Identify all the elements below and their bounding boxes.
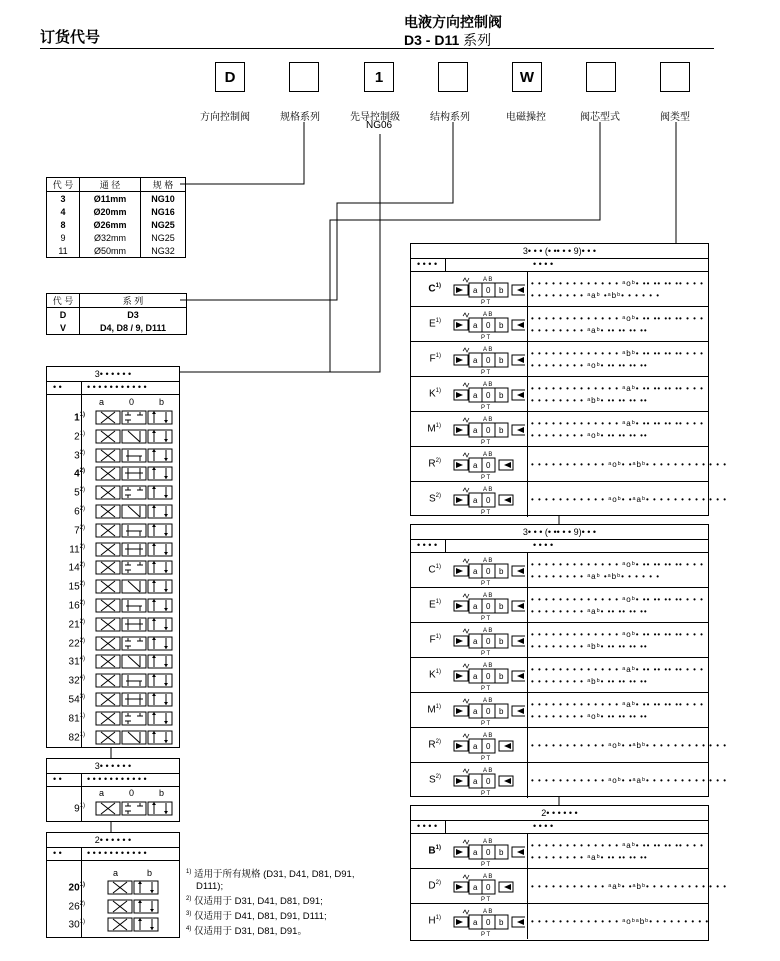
spool-panel-2pos	[46, 832, 180, 938]
valve-type-row	[411, 587, 708, 623]
valve-symbol-icon	[453, 556, 525, 586]
spool-row	[47, 800, 181, 817]
svg-text:0: 0	[486, 601, 491, 611]
pos-label-b: b	[147, 868, 153, 878]
spool-row	[47, 597, 181, 614]
valve-symbol-icon	[453, 626, 525, 656]
svg-text:A B: A B	[483, 627, 493, 634]
valve-type-row	[411, 341, 708, 377]
valve-symbol-icon	[453, 310, 525, 340]
spool-panel-3pos	[46, 366, 180, 748]
svg-text:0: 0	[486, 425, 491, 435]
svg-text:A B: A B	[483, 592, 493, 599]
svg-text:b: b	[499, 390, 504, 400]
svg-text:a: a	[473, 285, 478, 295]
valve-type-description: • • • • • • • • • • • ᵃoᵇ• •ᵃbᵇ• • • • • • • • • • • •	[531, 740, 728, 750]
footnote: $^{3)}$ 仅适用于 D41, D81, D91, D111;	[186, 911, 327, 923]
valve-type-row	[411, 868, 728, 904]
size-dia: Ø50mm	[80, 244, 141, 258]
footnote: D111);	[196, 881, 224, 893]
valve-type-description: • • • • • • • • • • • ᵃoᵇ• •ᵃbᵇ• • • • • • • • • • • •	[531, 459, 728, 469]
valve-type-code: $E^{1)}$	[428, 598, 441, 610]
panel-sub-a: • • • •	[417, 540, 438, 550]
svg-text:b: b	[499, 706, 504, 716]
spool-row	[47, 672, 181, 689]
spool-row	[47, 635, 181, 652]
svg-text:b: b	[499, 917, 504, 927]
svg-text:b: b	[499, 601, 504, 611]
spool-code: 11$^{2)}$	[69, 543, 85, 555]
svg-text:b: b	[499, 425, 504, 435]
svg-text:P T: P T	[481, 369, 491, 375]
series-title-suffix: 系列	[459, 32, 492, 48]
valve-type-row	[411, 833, 708, 869]
pos-label-0: 0	[129, 788, 135, 798]
series-title-bold: D3 - D11	[404, 32, 460, 48]
svg-text:a: a	[473, 636, 478, 646]
spool-symbol-icon	[95, 485, 179, 500]
svg-text:0: 0	[486, 390, 491, 400]
spool-symbol-icon	[95, 410, 179, 425]
valve-type-code: $B^{1)}$	[428, 844, 441, 856]
valve-symbol-icon	[453, 380, 525, 410]
spool-row	[47, 710, 181, 727]
spool-row	[47, 879, 181, 896]
valve-type-row	[411, 306, 708, 342]
svg-text:A B: A B	[483, 416, 493, 423]
valve-type-row	[411, 481, 728, 517]
valve-type-row	[411, 271, 708, 307]
valve-type-code: $M^{1)}$	[427, 422, 441, 434]
spool-symbol-icon	[95, 801, 179, 816]
size-nom: NG16	[141, 205, 186, 218]
svg-text:0: 0	[486, 460, 491, 470]
spool-code: 15$^{2)}$	[68, 581, 85, 593]
spool-row	[47, 578, 181, 595]
valve-type-description: • • • • • • • • • • • • • ᵃaᵇ• •• •• •• •• • • • • • • • • • • • ᵃoᵇ• •• •• •• ••	[531, 699, 704, 721]
svg-text:P T: P T	[481, 509, 491, 515]
valve-type-panel-2	[410, 524, 728, 797]
valve-type-description: • • • • • • • • • • • • • ᵃaᵇ• •• •• •• •• • • • • • • • • • • • ᵃaᵇ• •• •• •• ••	[531, 840, 704, 862]
valve-type-description: • • • • • • • • • • • • • ᵃoᵇ• •• •• •• •• • • • • • • • • • • • ᵃaᵇ •ᵃbᵇ• • • • • •	[531, 278, 704, 300]
svg-text:A B: A B	[483, 662, 493, 669]
series-code: V	[47, 321, 80, 335]
valve-type-code: $R^{2)}$	[428, 738, 441, 750]
valve-type-row	[411, 762, 728, 798]
size-nom: NG25	[141, 231, 186, 244]
label-size: 规格系列	[280, 112, 320, 123]
valve-type-code: $C^{1)}$	[428, 563, 441, 575]
spool-code: 7$^{2)}$	[74, 524, 85, 537]
panel-sub-b: • • • •	[533, 259, 554, 269]
spool-symbol-icon	[95, 730, 179, 745]
label-type: 方向控制阀	[200, 112, 250, 123]
size-col-dia: 通 径	[80, 178, 141, 192]
svg-text:A B: A B	[483, 838, 493, 845]
spool-symbol-icon	[95, 617, 179, 632]
panel-subhead	[47, 381, 179, 395]
svg-text:b: b	[499, 636, 504, 646]
spool-symbol-icon	[95, 504, 179, 519]
svg-text:A B: A B	[483, 557, 493, 564]
spool-code: 20$^{1)}$	[68, 882, 85, 894]
svg-text:0: 0	[486, 566, 491, 576]
spool-symbol-icon	[95, 711, 179, 726]
size-dia: Ø32mm	[80, 231, 141, 244]
svg-text:a: a	[473, 776, 478, 786]
valve-type-description: • • • • • • • • • • • • • ᵃbᵇ• •• •• •• •• • • • • • • • • • • • ᵃoᵇ• •• •• •• ••	[531, 348, 704, 370]
svg-text:P T: P T	[481, 334, 491, 340]
spool-row	[47, 729, 181, 746]
svg-text:0: 0	[486, 671, 491, 681]
spool-row	[47, 465, 181, 482]
valve-type-code: $K^{1)}$	[428, 387, 441, 399]
svg-text:P T: P T	[481, 755, 491, 761]
valve-type-description: • • • • • • • • • • • • • ᵃaᵇ• •• •• •• •• • • • • • • • • • • • ᵃbᵇ• •• •• •• ••	[531, 383, 704, 405]
valve-type-code: $R^{2)}$	[428, 457, 441, 469]
svg-text:b: b	[499, 847, 504, 857]
valve-symbol-icon	[453, 731, 525, 761]
valve-symbol-icon	[453, 415, 525, 445]
valve-type-row	[411, 446, 728, 482]
label-pilot-sub: NG06	[366, 120, 393, 131]
svg-text:a: a	[473, 847, 478, 857]
svg-text:P T: P T	[481, 439, 491, 445]
spool-symbol-icon	[95, 560, 179, 575]
label-solenoid: 电磁操控	[506, 112, 546, 123]
panel-sub-b: • • • • • • • • • • •	[87, 848, 147, 858]
spool-row	[47, 503, 181, 520]
spool-row	[47, 616, 181, 633]
valve-symbol-icon	[453, 275, 525, 305]
valve-type-row	[411, 692, 708, 728]
spool-symbol-icon	[95, 598, 179, 613]
svg-text:0: 0	[486, 882, 491, 892]
spool-code: 16$^{2)}$	[68, 600, 85, 612]
svg-text:A B: A B	[483, 732, 493, 739]
svg-text:b: b	[499, 320, 504, 330]
spool-code: 14$^{2)}$	[68, 562, 85, 574]
spool-symbol-icon	[95, 673, 179, 688]
panel-sub-a: • • • •	[417, 259, 438, 269]
svg-text:P T: P T	[481, 615, 491, 621]
spool-symbol-icon	[95, 542, 179, 557]
svg-text:A B: A B	[483, 873, 493, 880]
svg-text:a: a	[473, 671, 478, 681]
spool-code: 21$^{2)}$	[68, 618, 85, 631]
valve-type-panel-3	[410, 805, 728, 941]
series-col-code: 代 号	[47, 294, 80, 308]
svg-text:0: 0	[486, 636, 491, 646]
svg-text:0: 0	[486, 917, 491, 927]
spool-code: 26$^{2)}$	[68, 900, 85, 912]
size-col-size: 规 格	[141, 178, 186, 192]
svg-text:P T: P T	[481, 580, 491, 586]
valve-type-code: $S^{2)}$	[428, 492, 441, 504]
panel-sub-a: • •	[53, 848, 62, 858]
panel-subhead	[411, 258, 708, 272]
spool-code: 54$^{3)}$	[68, 694, 85, 706]
spool-code: 3$^{2)}$	[74, 449, 85, 461]
svg-text:A B: A B	[483, 767, 493, 774]
size-col-code: 代 号	[47, 178, 80, 192]
valve-symbol-icon	[453, 591, 525, 621]
svg-text:P T: P T	[481, 404, 491, 410]
svg-text:A B: A B	[483, 381, 493, 388]
valve-type-description: • • • • • • • • • • • • • ᵃoᵇᵃbᵇ• • • • • • • • •	[531, 916, 710, 926]
label-spool: 阀芯型式	[580, 112, 620, 123]
svg-text:a: a	[473, 917, 478, 927]
spool-code: 1$^{1)}$	[74, 412, 85, 424]
footnotes	[186, 866, 354, 939]
svg-text:a: a	[473, 495, 478, 505]
panel-head: 3• • • (• •• • • 9)• • •	[411, 244, 708, 259]
svg-text:P T: P T	[481, 931, 491, 937]
pos-label-a: a	[99, 788, 105, 798]
size-code: 3	[47, 192, 80, 206]
spool-row	[47, 522, 181, 539]
order-code-title: 订货代号	[40, 29, 101, 46]
valve-type-row	[411, 727, 728, 763]
spool-row	[47, 653, 181, 670]
size-dia: Ø11mm	[80, 192, 141, 206]
valve-type-description: • • • • • • • • • • • ᵃoᵇ• •ᵃaᵇ• • • • • • • • • • • •	[531, 494, 728, 504]
valve-type-code: $F^{1)}$	[429, 633, 441, 645]
series-col-series: 系 列	[80, 294, 187, 308]
spool-code: 31$^{4)}$	[68, 656, 85, 668]
spool-code: 4$^{2)}$	[74, 468, 85, 480]
pos-label-0: 0	[129, 397, 135, 407]
spool-symbol-icon	[107, 899, 191, 914]
panel-sub-a: • •	[53, 774, 62, 784]
valve-type-description: • • • • • • • • • • • • • ᵃaᵇ• •• •• •• •• • • • • • • • • • • • ᵃbᵇ• •• •• •• ••	[531, 664, 704, 686]
panel-head: 2• • • • • •	[47, 833, 179, 848]
product-title: 电液方向控制阀	[404, 14, 502, 30]
valve-type-code: $F^{1)}$	[429, 352, 441, 364]
valve-type-panel-1	[410, 243, 728, 516]
valve-type-description: • • • • • • • • • • • ᵃaᵇ• •ᵃbᵇ• • • • • • • • • • • •	[531, 881, 728, 891]
spool-symbol-icon	[95, 654, 179, 669]
svg-text:A B: A B	[483, 311, 493, 318]
panel-sub-b: • • • •	[533, 540, 554, 550]
panel-head: 2• • • • • •	[411, 806, 708, 821]
spool-symbol-icon	[95, 429, 179, 444]
pos-label-b: b	[159, 788, 165, 798]
valve-type-description: • • • • • • • • • • • • • ᵃoᵇ• •• •• •• •• • • • • • • • • • • • ᵃaᵇ• •• •• •• ••	[531, 594, 704, 616]
valve-symbol-icon	[453, 766, 525, 796]
size-dia: Ø26mm	[80, 218, 141, 231]
valve-symbol-icon	[453, 450, 525, 480]
spool-row	[47, 447, 181, 464]
svg-text:a: a	[473, 460, 478, 470]
spool-row	[47, 898, 181, 915]
pos-label-a: a	[113, 868, 119, 878]
svg-text:0: 0	[486, 847, 491, 857]
svg-text:P T: P T	[481, 861, 491, 867]
spool-code: 22$^{2)}$	[68, 637, 85, 649]
svg-text:P T: P T	[481, 299, 491, 305]
svg-text:b: b	[499, 285, 504, 295]
valve-type-description: • • • • • • • • • • • ᵃoᵇ• •ᵃaᵇ• • • • • • • • • • • •	[531, 775, 728, 785]
svg-text:P T: P T	[481, 790, 491, 796]
spool-code: 6$^{2)}$	[74, 506, 85, 518]
spool-code: 30$^{1)}$	[68, 919, 85, 931]
valve-type-code: $E^{1)}$	[428, 317, 441, 329]
svg-text:P T: P T	[481, 650, 491, 656]
svg-text:a: a	[473, 706, 478, 716]
code-box-type: D	[215, 62, 245, 92]
svg-text:A B: A B	[483, 346, 493, 353]
size-nom: NG32	[141, 244, 186, 258]
valve-symbol-icon	[453, 485, 525, 515]
series-value: D4, D8 / 9, D111	[80, 321, 187, 335]
svg-text:a: a	[473, 390, 478, 400]
svg-text:P T: P T	[481, 685, 491, 691]
valve-symbol-icon	[453, 661, 525, 691]
valve-type-row	[411, 903, 708, 939]
valve-type-row	[411, 411, 708, 447]
series-code: D	[47, 308, 80, 322]
svg-text:P T: P T	[481, 474, 491, 480]
size-nom: NG25	[141, 218, 186, 231]
svg-text:A B: A B	[483, 486, 493, 493]
footnote: $^{2)}$ 仅适用于 D31, D41, D81, D91;	[186, 896, 323, 908]
spool-symbol-icon	[95, 579, 179, 594]
svg-text:a: a	[473, 425, 478, 435]
size-table	[46, 177, 186, 258]
svg-text:a: a	[473, 320, 478, 330]
panel-sub-b: • • • • • • • • • • •	[87, 382, 147, 392]
svg-text:a: a	[473, 566, 478, 576]
spool-row	[47, 428, 181, 445]
spool-code: 9$^{1)}$	[74, 803, 85, 815]
spool-code: 82$^{1)}$	[68, 731, 85, 743]
panel-sub-b: • • • •	[533, 821, 554, 831]
panel-sub-b: • • • • • • • • • • •	[87, 774, 147, 784]
svg-text:P T: P T	[481, 896, 491, 902]
valve-type-code: $S^{2)}$	[428, 773, 441, 785]
label-valve-type: 阀类型	[660, 112, 690, 123]
panel-head: 3• • • • • •	[47, 759, 179, 774]
spool-symbol-icon	[107, 880, 191, 895]
valve-symbol-icon	[453, 837, 525, 867]
spool-code: 32$^{4)}$	[68, 675, 85, 687]
size-dia: Ø20mm	[80, 205, 141, 218]
spool-row	[47, 559, 181, 576]
valve-type-row	[411, 552, 708, 588]
spool-symbol-icon	[95, 636, 179, 651]
footnote: $^{1)}$ 适用于所有规格 (D31, D41, D81, D91,	[186, 869, 355, 881]
valve-symbol-icon	[453, 907, 525, 937]
spool-row	[47, 409, 181, 426]
svg-text:b: b	[499, 355, 504, 365]
svg-text:a: a	[473, 355, 478, 365]
valve-type-row	[411, 376, 708, 412]
series-table	[46, 293, 187, 335]
svg-text:a: a	[473, 882, 478, 892]
svg-text:b: b	[499, 671, 504, 681]
size-code: 4	[47, 205, 80, 218]
panel-subhead	[411, 820, 708, 834]
spool-symbol-icon	[95, 466, 179, 481]
valve-type-code: $M^{1)}$	[427, 703, 441, 715]
spool-row	[47, 541, 181, 558]
valve-type-code: $D^{2)}$	[428, 879, 441, 891]
pos-label-a: a	[99, 397, 105, 407]
svg-text:a: a	[473, 741, 478, 751]
footnote: $^{4)}$ 仅适用于 D31, D81, D91。	[186, 926, 307, 938]
size-code: 11	[47, 244, 80, 258]
svg-text:0: 0	[486, 320, 491, 330]
size-code: 8	[47, 218, 80, 231]
svg-text:0: 0	[486, 706, 491, 716]
valve-type-code: $C^{1)}$	[428, 282, 441, 294]
valve-type-description: • • • • • • • • • • • • • ᵃoᵇ• •• •• •• •• • • • • • • • • • • • ᵃaᵇ• •• •• •• ••	[531, 313, 704, 335]
spool-code: 5$^{2)}$	[74, 487, 85, 499]
valve-type-row	[411, 622, 708, 658]
panel-subhead	[47, 847, 179, 861]
panel-sub-a: • • • •	[417, 821, 438, 831]
svg-text:P T: P T	[481, 720, 491, 726]
svg-text:0: 0	[486, 285, 491, 295]
valve-type-description: • • • • • • • • • • • • • ᵃoᵇ• •• •• •• •• • • • • • • • • • • • ᵃaᵇ •ᵃbᵇ• • • • • •	[531, 559, 704, 581]
spool-row	[47, 916, 181, 933]
valve-symbol-icon	[453, 872, 525, 902]
svg-text:0: 0	[486, 776, 491, 786]
spool-code: 2$^{1)}$	[74, 430, 85, 443]
spool-symbol-icon	[95, 448, 179, 463]
spool-symbol-icon	[95, 523, 179, 538]
pos-label-b: b	[159, 397, 165, 407]
code-box-pilot: 1	[364, 62, 394, 92]
panel-subhead	[411, 539, 708, 553]
valve-type-code: $H^{1)}$	[428, 914, 441, 926]
svg-text:A B: A B	[483, 451, 493, 458]
panel-sub-a: • •	[53, 382, 62, 392]
panel-head: 3• • • • • •	[47, 367, 179, 382]
code-box-solenoid: W	[512, 62, 542, 92]
svg-text:A B: A B	[483, 697, 493, 704]
svg-text:0: 0	[486, 355, 491, 365]
panel-subhead	[47, 773, 179, 787]
spool-row	[47, 484, 181, 501]
valve-symbol-icon	[453, 696, 525, 726]
valve-symbol-icon	[453, 345, 525, 375]
spool-symbol-icon	[107, 917, 191, 932]
size-nom: NG10	[141, 192, 186, 206]
spool-symbol-icon	[95, 692, 179, 707]
size-code: 9	[47, 231, 80, 244]
series-value: D3	[80, 308, 187, 322]
panel-head: 3• • • (• •• • • 9)• • •	[411, 525, 708, 540]
valve-type-row	[411, 657, 708, 693]
label-pilot: 先导控制级	[350, 112, 400, 123]
svg-text:A B: A B	[483, 276, 493, 283]
spool-code: 81$^{1)}$	[68, 712, 85, 725]
spool-panel-3pos-b	[46, 758, 180, 822]
svg-text:0: 0	[486, 741, 491, 751]
valve-type-description: • • • • • • • • • • • • • ᵃoᵇ• •• •• •• •• • • • • • • • • • • • ᵃbᵇ• •• •• •• ••	[531, 629, 704, 651]
valve-type-code: $K^{1)}$	[428, 668, 441, 680]
svg-text:A B: A B	[483, 908, 493, 915]
valve-type-description: • • • • • • • • • • • • • ᵃaᵇ• •• •• •• •• • • • • • • • • • • • ᵃoᵇ• •• •• •• ••	[531, 418, 704, 440]
svg-text:a: a	[473, 601, 478, 611]
svg-text:0: 0	[486, 495, 491, 505]
svg-text:b: b	[499, 566, 504, 576]
label-structure: 结构系列	[430, 112, 470, 123]
spool-row	[47, 691, 181, 708]
